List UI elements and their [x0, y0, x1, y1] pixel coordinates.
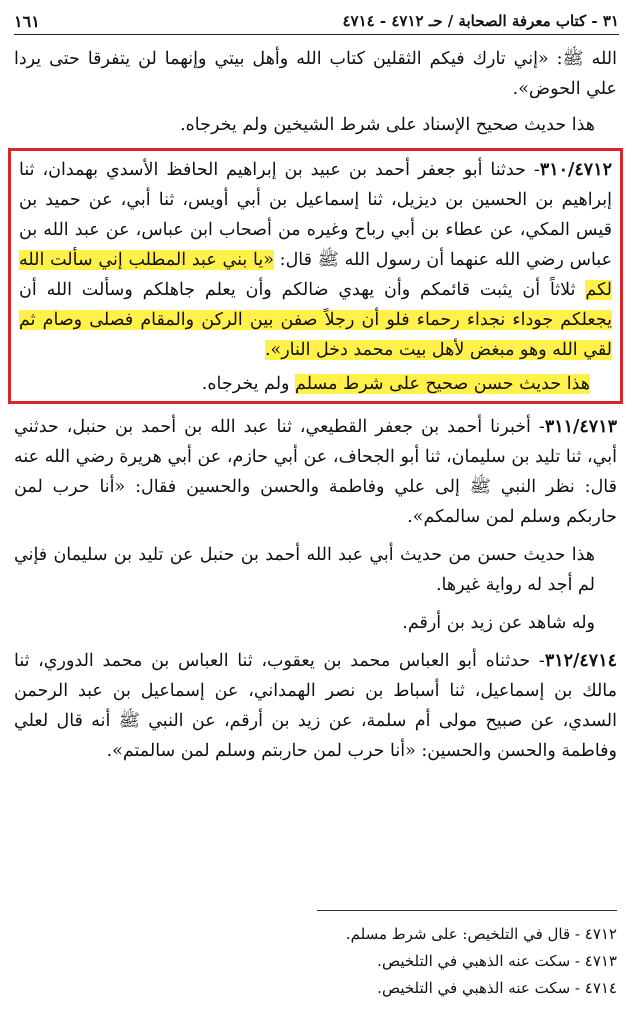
- hadith-text: ثلاثاً أن يثبت قائمكم وأن يهدي ضالكم وأن يعلم جاهلكم وسألت الله أن: [19, 280, 586, 300]
- hadith-text: - أخبرنا أحمد بن جعفر القطيعي، ثنا عبد الله بن أحمد بن حنبل، حدثني أبي، ثنا تليد بن سليمان، ثنا أبو الجحاف، عن أبي حازم، عن أبي هريرة رضي الله عنه قال: نظر النبي ﷺ إلى علي وفاطمة والحسن والحسين فقال: «أنا حرب لمن حاربكم وسلم لمن سالمكم».: [14, 417, 617, 527]
- shahid-note: وله شاهد عن زيد بن أرقم.: [402, 613, 595, 633]
- footnotes: [317, 910, 617, 1002]
- footnote-4714: ٤٧١٤ - سكت عنه الذهبي في التلخيص.: [377, 979, 617, 997]
- hadith-4714: [14, 646, 617, 766]
- hadith-text: - حدثنا أبو جعفر أحمد بن عبيد بن إبراهيم الحافظ الأسدي بهمدان، ثنا إبراهيم بن الحسين بن ديزيل، ثنا إسماعيل بن أبي أويس، ثنا أبي، عن حميد بن قيس المكي، عن عطاء بن أبي رباح وغيره من أصحاب ابن عباس، عن عبد الله بن عباس رضي الله عنهما أن رسول الله ﷺ قال:: [19, 160, 613, 270]
- hadith-number: ٣١١/٤٧١٣: [544, 417, 617, 437]
- highlight-1: «يا بني عبد المطلب إني سألت الله لكم: [19, 250, 612, 300]
- highlight-2: يجعلكم جوداء نجداء رحماء فلو أن رجلاً صفن بين الركن والمقام فصلى وصام ثم لقي الله وهو مبغض لأهل بيت محمد دخل النار».: [19, 310, 612, 360]
- grading-rest: ولم يخرجاه.: [201, 374, 296, 394]
- hadith-number: ٣١٢/٤٧١٤: [544, 651, 617, 671]
- highlighted-hadith-box: [8, 148, 623, 404]
- hadith-number: ٣١٠/٤٧١٢: [539, 160, 612, 180]
- footnote-4713: ٤٧١٣ - سكت عنه الذهبي في التلخيص.: [377, 952, 617, 970]
- hadith-4713-note: هذا حديث حسن من حديث أبي عبد الله أحمد بن حنبل عن تليد بن سليمان فإني لم أجد له رواية غيرها.: [14, 545, 595, 595]
- header-title: ٣١ - كتاب معرفة الصحابة / حـ ٤٧١٢ - ٤٧١٤: [342, 12, 619, 30]
- hadith-text: - حدثناه أبو العباس محمد بن يعقوب، ثنا العباس بن محمد الدوري، ثنا مالك بن إسماعيل، ثنا أسباط بن نصر الهمداني، عن إسماعيل بن عبد الرحمن السدي، عن صبيح مولى أم سلمة، عن زيد بن أرقم، عن النبي ﷺ أنه قال لعلي وفاطمة والحسن والحسين: «أنا حرب لمن حاربتم وسلم لمن سالمتم».: [14, 651, 617, 761]
- hadith-grading: [19, 369, 612, 399]
- page-body: [14, 44, 617, 766]
- hadith-4712: [19, 155, 612, 365]
- grading-highlight: هذا حديث حسن صحيح على شرط مسلم: [295, 374, 590, 394]
- hadith-continuation: الله ﷺ: «إني تارك فيكم الثقلين كتاب الله وأهل بيتي وإنهما لن يتفرقا حتى يردا علي الحوض».: [14, 49, 617, 99]
- running-header: [14, 8, 619, 35]
- hadith-4713: [14, 412, 617, 532]
- footnote-4712: ٤٧١٢ - قال في التلخيص: على شرط مسلم.: [345, 925, 617, 943]
- page-number: ١٦١: [14, 11, 40, 31]
- grading-note: هذا حديث صحيح الإسناد على شرط الشيخين ولم يخرجاه.: [180, 115, 595, 135]
